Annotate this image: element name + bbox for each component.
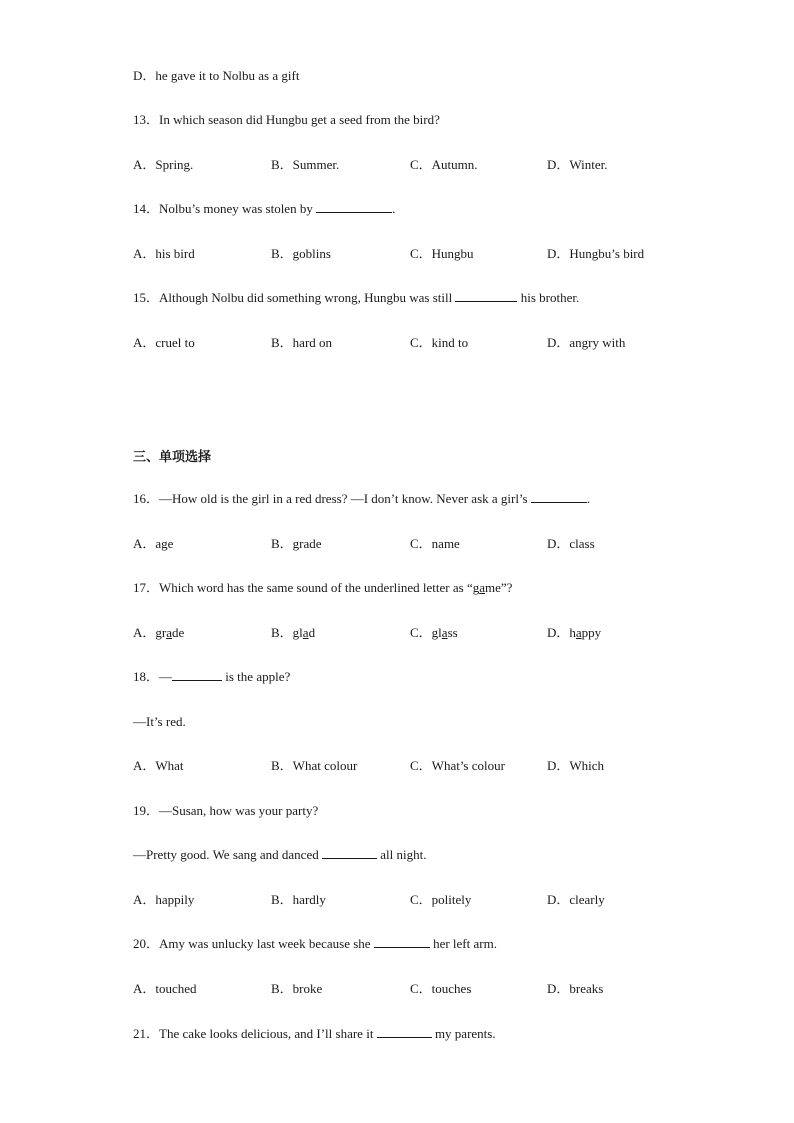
answer-blank: [374, 936, 430, 948]
q17-option-b: [271, 625, 315, 641]
q15-option-d: D．angry with: [547, 335, 626, 350]
q16-option-d: D．class: [547, 536, 595, 551]
q17-stem-before: 17．Which word has the same sound of the underlined letter as “g: [133, 580, 480, 595]
q21-stem-before: 21．The cake looks delicious, and I’ll share it: [133, 1026, 377, 1041]
q14-option-b: B．goblins: [271, 246, 331, 261]
underlined-letter: a: [302, 625, 309, 640]
underlined-letter: a: [575, 625, 582, 640]
option-text: ppy: [581, 625, 602, 640]
q18-stem: [133, 669, 290, 685]
q18-answer-line: —It’s red.: [133, 714, 186, 729]
q21-stem: [133, 1026, 496, 1042]
underlined-letter: a: [441, 625, 448, 640]
q14-stem-before: 14．Nolbu’s money was stolen by: [133, 201, 317, 216]
q20-stem: [133, 936, 497, 952]
underlined-letter: a: [166, 625, 172, 640]
q13-option-d: D．Winter.: [547, 157, 608, 172]
option-text: D．h: [547, 625, 576, 640]
q17-option-c: [410, 625, 458, 641]
q17-option-d: [547, 625, 601, 641]
answer-blank: [455, 290, 517, 302]
q18-option-b: B．What colour: [271, 758, 358, 773]
q19-line2-before: —Pretty good. We sang and danced: [133, 847, 322, 862]
q17-stem: [133, 580, 512, 596]
answer-blank: [172, 669, 222, 681]
option-text: d: [308, 625, 316, 640]
q13-stem: 13．In which season did Hungbu get a seed from the bird?: [133, 112, 440, 127]
answer-blank: [377, 1026, 432, 1038]
q19-option-a: A．happily: [133, 892, 195, 907]
q15-stem-before: 15．Although Nolbu did something wrong, Hungbu was still: [133, 290, 456, 305]
q20-option-d: D．breaks: [547, 981, 604, 996]
q19-option-c: C．politely: [410, 892, 472, 907]
q12-option-d: D．he gave it to Nolbu as a gift: [133, 68, 300, 83]
q19-option-d: D．clearly: [547, 892, 605, 907]
q15-option-c: C．kind to: [410, 335, 469, 350]
q15-option-b: B．hard on: [271, 335, 333, 350]
option-text: de: [172, 625, 185, 640]
q21-stem-after: my parents.: [431, 1026, 496, 1041]
q19-line2: [133, 847, 426, 863]
q15-stem: [133, 290, 579, 306]
q20-option-b: B．broke: [271, 981, 323, 996]
q15-stem-after: his brother.: [517, 290, 580, 305]
q20-stem-before: 20．Amy was unlucky last week because she: [133, 936, 374, 951]
q16-option-c: C．name: [410, 536, 460, 551]
q16-option-a: A．age: [133, 536, 174, 551]
q14-stem: [133, 201, 395, 217]
q18-option-c: C．What’s colour: [410, 758, 505, 773]
option-text: B．gl: [271, 625, 303, 640]
q18-option-d: D．Which: [547, 758, 605, 773]
q18-stem-before: 18．—: [133, 669, 173, 684]
q19-line2-after: all night.: [376, 847, 427, 862]
q14-option-d: D．Hungbu’s bird: [547, 246, 645, 261]
q19-option-b: B．hardly: [271, 892, 326, 907]
answer-blank: [531, 491, 587, 503]
q17-option-a: [133, 625, 184, 641]
q16-stem-after: .: [586, 491, 591, 506]
q15-option-a: A．cruel to: [133, 335, 195, 350]
q16-stem-before: 16．—How old is the girl in a red dress? —I don’t know. Never ask a girl’s: [133, 491, 531, 506]
option-text: ss: [447, 625, 458, 640]
q13-option-b: B．Summer.: [271, 157, 340, 172]
q18-stem-after: is the apple?: [222, 669, 291, 684]
section-heading: 三、单项选择: [133, 450, 212, 465]
answer-blank: [316, 201, 392, 213]
q14-option-c: C．Hungbu: [410, 246, 474, 261]
option-text: C．gl: [410, 625, 442, 640]
q14-option-a: A．his bird: [133, 246, 195, 261]
option-text: A．gr: [133, 625, 167, 640]
q20-stem-after: her left arm.: [429, 936, 497, 951]
q19-stem: 19．—Susan, how was your party?: [133, 803, 319, 818]
q16-option-b: B．grade: [271, 536, 322, 551]
q20-option-a: A．touched: [133, 981, 197, 996]
q16-stem: [133, 491, 590, 507]
q13-option-a: A．Spring.: [133, 157, 194, 172]
q18-option-a: A．What: [133, 758, 184, 773]
q13-option-c: C．Autumn.: [410, 157, 478, 172]
q20-option-c: C．touches: [410, 981, 472, 996]
q14-stem-after: .: [392, 201, 396, 216]
answer-blank: [322, 847, 377, 859]
underlined-letter: a: [479, 580, 485, 595]
q17-stem-after: me”?: [485, 580, 513, 595]
